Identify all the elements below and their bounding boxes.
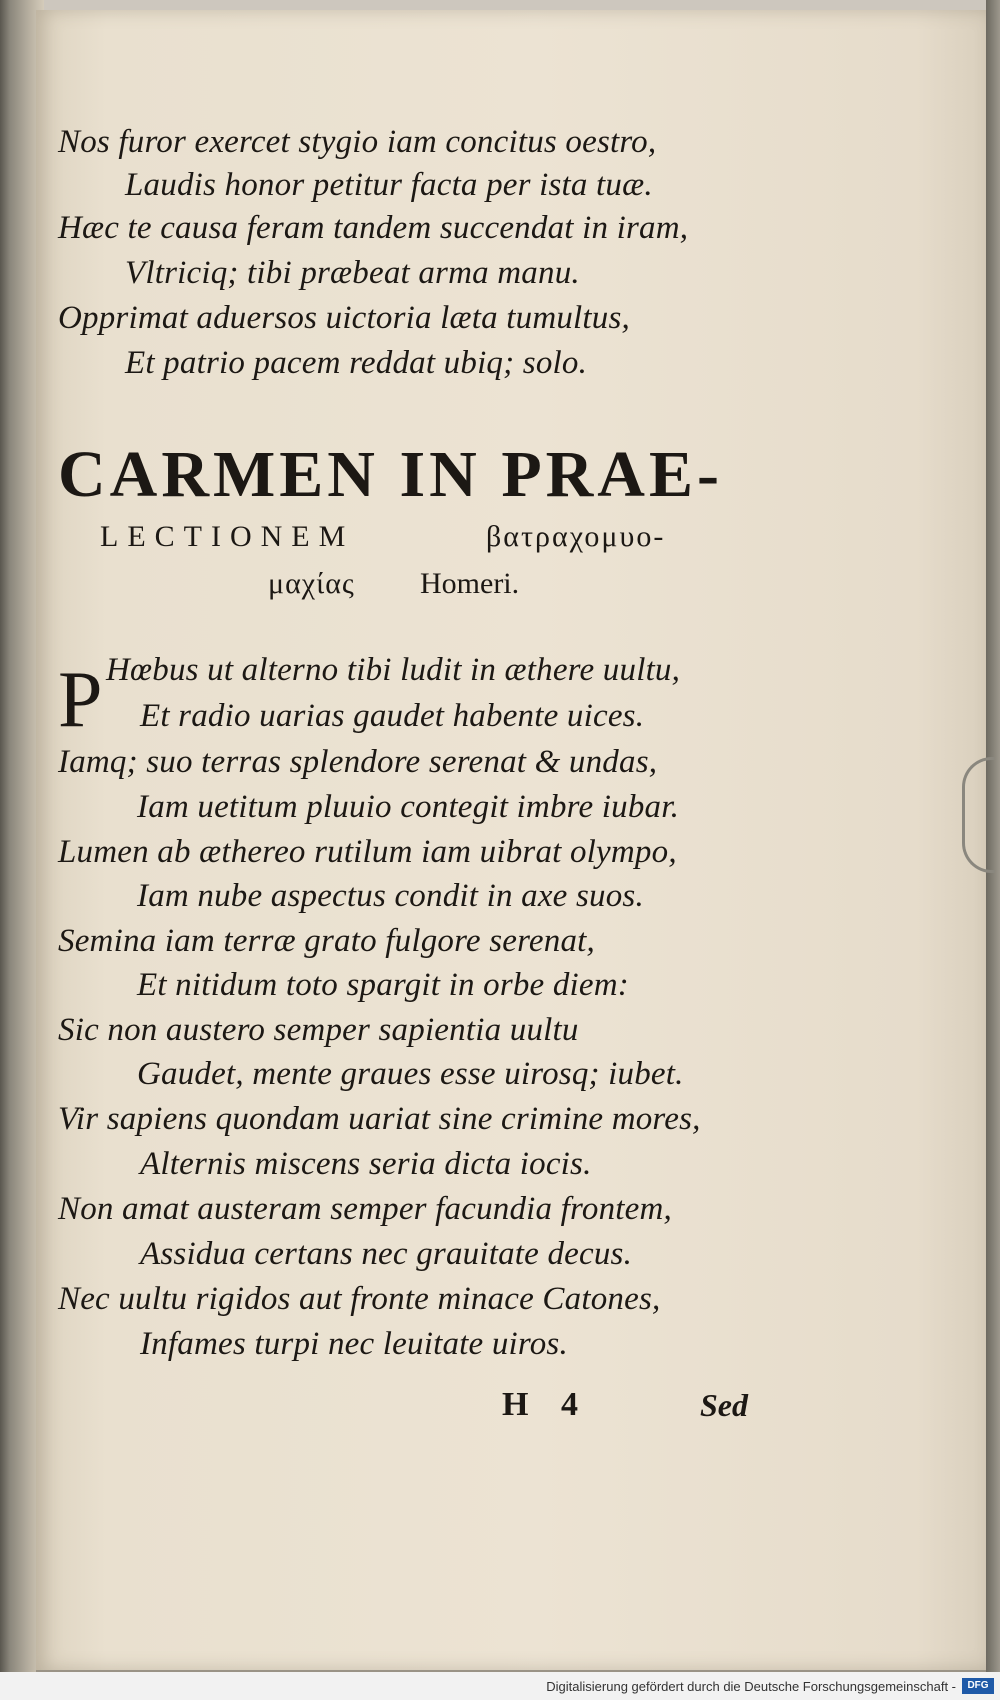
section-subtitle: LECTIONEM <box>100 520 355 553</box>
digitization-footer <box>0 1672 1000 1700</box>
signature-mark: H 4 <box>502 1386 590 1423</box>
top-poem-line: Opprimat aduersos uictoria læta tumultus, <box>58 300 630 336</box>
top-poem-line: Nos furor exercet stygio iam concitus oestro, <box>58 124 657 160</box>
drop-capital: P <box>58 656 103 744</box>
dfg-logo-icon: DFG <box>962 1678 994 1694</box>
main-poem-line: Gaudet, mente graues esse uirosq; iubet. <box>137 1056 684 1092</box>
main-poem-line: Nec uultu rigidos aut fronte minace Catones, <box>58 1281 661 1317</box>
main-poem-line: Infames turpi nec leuitate uiros. <box>140 1326 568 1362</box>
main-poem-line: Iam nube aspectus condit in axe suos. <box>137 878 644 914</box>
main-poem-line: Et radio uarias gaudet habente uices. <box>140 698 645 734</box>
greek-title-part1: βατραχομυο- <box>486 520 666 553</box>
main-poem-line: Vir sapiens quondam uariat sine crimine mores, <box>58 1101 701 1137</box>
main-poem-line: Semina iam terræ grato fulgore serenat, <box>58 923 595 959</box>
main-poem-line: Et nitidum toto spargit in orbe diem: <box>137 967 629 1003</box>
funding-credit: Digitalisierung gefördert durch die Deutsche Forschungsgemeinschaft - <box>546 1679 956 1694</box>
top-poem-line: Laudis honor petitur facta per ista tuæ. <box>125 167 653 203</box>
top-poem-line: Vltriciq; tibi præbeat arma manu. <box>125 255 580 291</box>
main-poem-line: Assidua certans nec grauitate decus. <box>140 1236 633 1272</box>
main-poem-line: Alternis miscens seria dicta iocis. <box>140 1146 592 1182</box>
main-poem-line: Sic non austero semper sapientia uultu <box>58 1012 579 1048</box>
main-poem-line: Iam uetitum pluuio contegit imbre iubar. <box>137 789 680 825</box>
main-poem-line: Lumen ab æthereo rutilum iam uibrat olympo, <box>58 834 677 870</box>
catchword: Sed <box>700 1387 748 1423</box>
top-poem-line: Et patrio pacem reddat ubiq; solo. <box>125 345 588 381</box>
top-poem-line: Hæc te causa feram tandem succendat in iram, <box>58 210 689 246</box>
greek-title-part2: μαχίας <box>268 567 355 600</box>
main-poem-line: Hœbus ut alterno tibi ludit in æthere uultu, <box>106 652 681 688</box>
main-poem-line: Iamq; suo terras splendore serenat & undas, <box>58 744 658 780</box>
main-poem-line: Non amat austeram semper facundia frontem, <box>58 1191 672 1227</box>
author-name: Homeri. <box>420 567 520 600</box>
section-title: CARMEN IN PRAE- <box>58 438 723 511</box>
